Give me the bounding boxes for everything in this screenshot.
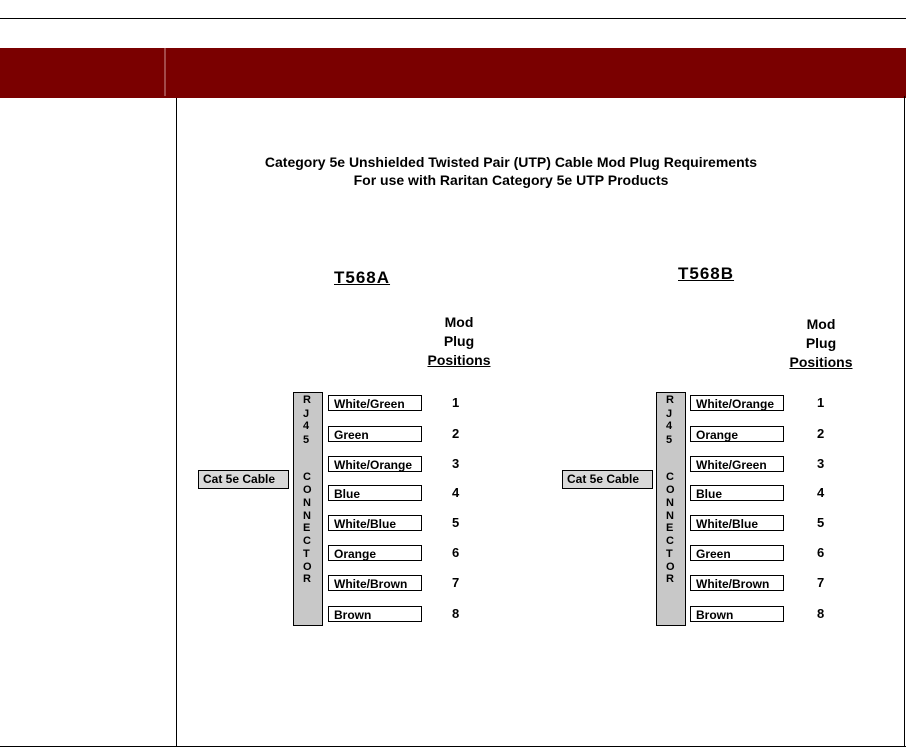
plug-position-number: 8 (452, 606, 460, 621)
wire-color-box: White/Green (690, 456, 784, 472)
plug-position-number: 6 (817, 545, 825, 560)
connector-letter: N (303, 510, 311, 522)
plug-position-number: 5 (452, 515, 460, 530)
plug-position-number: 1 (817, 395, 825, 410)
plug-position-number: 6 (452, 545, 460, 560)
mod-header-line3: Positions (427, 352, 491, 368)
wire-color-box: White/Orange (690, 395, 784, 411)
wire-color-box: White/Blue (328, 515, 422, 531)
wire-color-box: Brown (328, 606, 422, 622)
plug-position-number: 1 (452, 395, 460, 410)
table-header-right-cell (166, 48, 906, 96)
table-header-underline (0, 96, 906, 98)
diagram-title (186, 153, 836, 189)
connector-letter: 4 (303, 420, 310, 432)
diagram-title-line2: For use with Raritan Category 5e UTP Products (353, 172, 669, 188)
connector-letter: N (303, 497, 311, 509)
wire-color-box: White/Blue (690, 515, 784, 531)
plug-position-number: 5 (817, 515, 825, 530)
plug-position-number: 4 (817, 485, 825, 500)
table-bottom-border (0, 746, 906, 747)
wire-color-box: Orange (328, 545, 422, 561)
connector-letter: C (303, 471, 311, 483)
wire-color-box: Orange (690, 426, 784, 442)
rj45-connector-b (656, 392, 686, 626)
wire-color-box: White/Green (328, 395, 422, 411)
connector-letter: 5 (666, 434, 673, 446)
connector-letter: T (303, 548, 310, 560)
connector-letter: O (303, 561, 312, 573)
wire-color-box: White/Brown (328, 575, 422, 591)
connector-letter: 4 (666, 420, 673, 432)
table-column-divider (176, 98, 177, 747)
connector-letter: C (303, 535, 311, 547)
plug-position-number: 8 (817, 606, 825, 621)
standard-label-t568a: T568A (334, 268, 391, 287)
connector-letter: R (303, 394, 311, 406)
connector-letter: E (303, 522, 311, 534)
wire-color-box: Green (690, 545, 784, 561)
plug-position-number: 3 (452, 456, 460, 471)
connector-letter: J (666, 408, 673, 420)
mod-header-line3: Positions (789, 354, 853, 370)
top-rule (0, 18, 906, 19)
connector-letter: J (303, 408, 310, 420)
connector-letter: R (303, 573, 311, 585)
wire-color-box: Blue (328, 485, 422, 501)
connector-letter: R (666, 573, 674, 585)
connector-letter: C (666, 535, 674, 547)
table-header-left-cell (0, 48, 164, 96)
plug-position-number: 3 (817, 456, 825, 471)
plug-position-number: 7 (817, 575, 825, 590)
wire-color-box: Blue (690, 485, 784, 501)
connector-letter: O (666, 484, 675, 496)
mod-plug-positions-header-a (419, 313, 499, 370)
plug-position-number: 2 (452, 426, 460, 441)
mod-plug-positions-header-b (781, 315, 861, 372)
connector-letter: N (666, 510, 674, 522)
mod-header-line2: Plug (805, 335, 837, 351)
connector-letter: E (666, 522, 674, 534)
connector-letter: T (666, 548, 673, 560)
diagram-title-line1: Category 5e Unshielded Twisted Pair (UTP) Cable Mod Plug Requirements (264, 154, 758, 170)
plug-position-number: 4 (452, 485, 460, 500)
cat5e-cable-label-b: Cat 5e Cable (562, 470, 653, 489)
connector-letter: O (666, 561, 675, 573)
connector-letter: N (666, 497, 674, 509)
table-right-border (904, 96, 905, 747)
cat5e-cable-label-a: Cat 5e Cable (198, 470, 289, 489)
connector-letter: R (666, 394, 674, 406)
connector-letter: O (303, 484, 312, 496)
plug-position-number: 7 (452, 575, 460, 590)
wire-color-box: Brown (690, 606, 784, 622)
connector-letter: 5 (303, 434, 310, 446)
wire-color-box: Green (328, 426, 422, 442)
wire-color-box: White/Orange (328, 456, 422, 472)
mod-header-line1: Mod (444, 314, 474, 330)
standard-label-t568b: T568B (678, 264, 735, 283)
rj45-connector-a (293, 392, 323, 626)
wire-color-box: White/Brown (690, 575, 784, 591)
mod-header-line1: Mod (806, 316, 836, 332)
connector-letter: C (666, 471, 674, 483)
plug-position-number: 2 (817, 426, 825, 441)
mod-header-line2: Plug (443, 333, 475, 349)
